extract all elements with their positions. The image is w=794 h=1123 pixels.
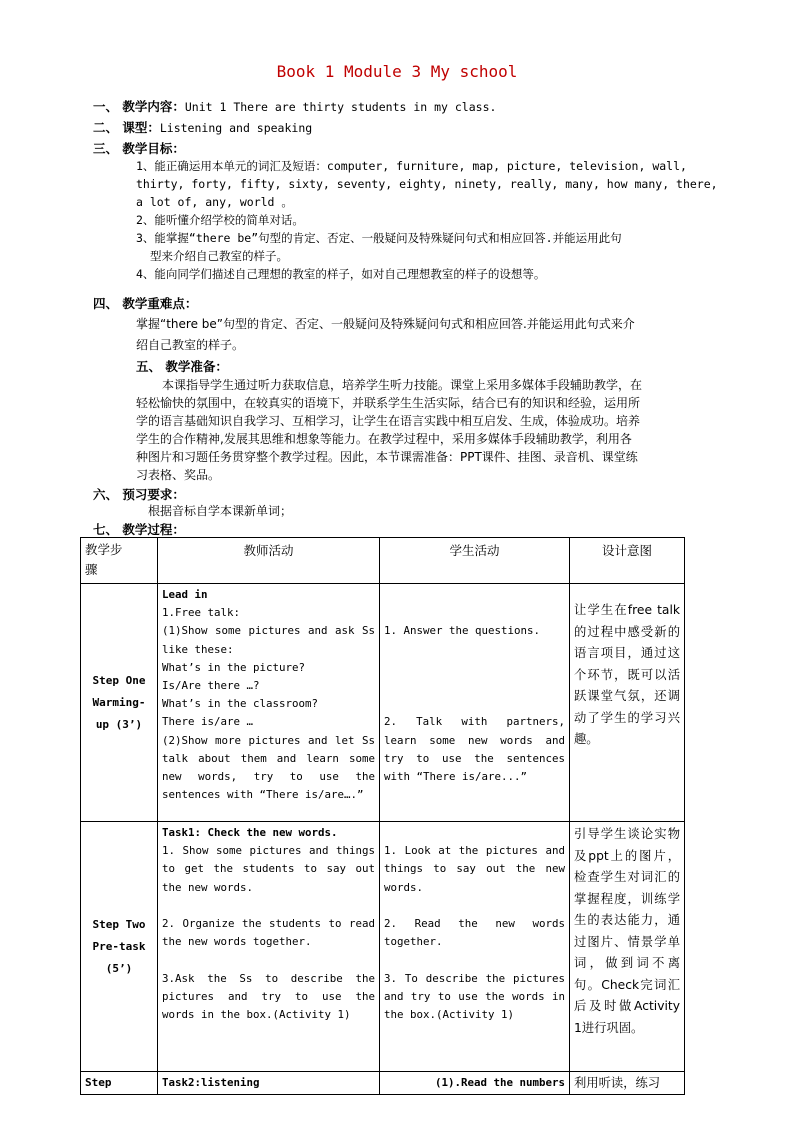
text-line: Is/Are there …? bbox=[162, 679, 260, 693]
section-preparation bbox=[136, 357, 228, 375]
text-line: 本课指导学生通过听力获取信息，培养学生听力技能。课堂上采用多媒体手段辅助教学，在 bbox=[162, 378, 643, 392]
text-line: 2. Organize the students to read the new words together. bbox=[162, 917, 375, 949]
text-line: Lead in bbox=[162, 588, 208, 601]
step-line: Pre-task bbox=[92, 939, 146, 953]
table-row bbox=[81, 822, 685, 1072]
preparation-text bbox=[136, 376, 722, 484]
section-label: 五、 教学准备： bbox=[136, 359, 228, 374]
text-line: 3. To describe the pictures and try to use the words in the box.(Activity 1) bbox=[384, 971, 565, 1021]
section-objectives bbox=[93, 139, 185, 157]
text-line: 1. Show some pictures and things to get the students to say out the new words. bbox=[162, 844, 375, 894]
section-process bbox=[93, 520, 185, 538]
section-label: 七、 教学过程： bbox=[93, 522, 185, 537]
section-label: 一、 教学内容： bbox=[93, 99, 185, 114]
table-row bbox=[81, 584, 685, 822]
section-label: 六、 预习要求： bbox=[93, 487, 185, 502]
section-lesson-type bbox=[93, 118, 312, 136]
section-label: 二、 课型： bbox=[93, 120, 160, 135]
objective-1-cont: a lot of, any, world 。 bbox=[136, 195, 293, 209]
section-text: Unit 1 There are thirty students in my class. bbox=[184, 100, 497, 114]
text-line: 轻松愉快的氛围中，在较真实的语境下，并联系学生生活实际，结合已有的知识和经验，运用所 bbox=[136, 396, 641, 410]
step-line: up (3’) bbox=[95, 717, 143, 731]
step-line: Step One bbox=[92, 673, 146, 687]
preview-text: 根据音标自学本课新单词； bbox=[148, 504, 293, 518]
section-preview bbox=[93, 485, 185, 503]
step-line: Warming- bbox=[92, 695, 146, 709]
text-line: 学的语言基础知识自我学习、互相学习，让学生在语言实践中相互启发、生成，体验成功。培养 bbox=[136, 414, 641, 428]
header-teacher: 教师活动 bbox=[158, 538, 380, 584]
design-intent bbox=[570, 822, 685, 1072]
table-row bbox=[81, 1072, 685, 1095]
text-line: 掌握“there be”句型的肯定、否定、一般疑问及特殊疑问句式和相应回答.并能运用此句式来介 bbox=[136, 317, 635, 331]
design-intent: 利用听读，练习 bbox=[570, 1072, 685, 1095]
text-line: What’s in the classroom? bbox=[162, 697, 319, 711]
objective-1: 1、能正确运用本单元的词汇及短语：computer, furniture, map, picture, television, wall, bbox=[136, 159, 687, 173]
objective-3-cont: 型来介绍自己教室的样子。 bbox=[150, 249, 288, 263]
section-label: 四、 教学重难点： bbox=[93, 296, 198, 311]
text-line: 学生的合作精神,发展其思维和想象等能力。在教学过程中，采用多媒体手段辅助教学，利用各 bbox=[136, 432, 632, 446]
text-line: 习表格、奖品。 bbox=[136, 468, 221, 482]
text-line: 2. Read the new words together. bbox=[384, 916, 565, 949]
student-activity bbox=[380, 584, 570, 822]
text-line: Task1: Check the new words. bbox=[162, 826, 338, 839]
table-header-row bbox=[81, 538, 685, 584]
teacher-activity bbox=[158, 822, 380, 1072]
section-content bbox=[93, 97, 496, 115]
page-title: Book 1 Module 3 My school bbox=[276, 62, 518, 81]
objective-1-cont: thirty, forty, fifty, sixty, seventy, eighty, ninety, really, many, how many, there, bbox=[136, 177, 718, 191]
section-label: 三、 教学目标： bbox=[93, 141, 185, 156]
objective-3: 3、能掌握“there be”句型的肯定、否定、一般疑问及特殊疑问句式和相应回答.并能运用此句 bbox=[136, 231, 622, 245]
step-cell bbox=[81, 584, 158, 822]
key-points-text bbox=[136, 314, 722, 356]
step-line: Step Two bbox=[92, 917, 146, 931]
step-line: (5’) bbox=[105, 961, 133, 975]
header-step: 教学步骤 bbox=[81, 538, 158, 584]
step-cell: Step bbox=[81, 1072, 158, 1095]
student-activity: (1).Read the numbers bbox=[380, 1072, 570, 1095]
teacher-activity: Task2:listening bbox=[158, 1072, 380, 1095]
text-line: 种图片和习题任务贯穿整个教学过程。因此，本节课需准备：PPT课件、挂图、录音机、课堂练 bbox=[136, 450, 638, 464]
text-line: What’s in the picture? bbox=[162, 660, 306, 674]
text-line: 引导学生谈论实物及ppt上的图片，检查学生对词汇的掌握程度，训练学生的表达能力，通过图片、情景学单词，做到词不离句。Check完词汇后及时做Activity 1进行巩固。 bbox=[574, 827, 680, 1035]
text-line: 绍自己教室的样子。 bbox=[136, 338, 245, 352]
text-line: There is/are … bbox=[162, 715, 254, 729]
text-line: 3.Ask the Ss to describe the pictures and try to use the words in the box.(Activity 1) bbox=[162, 971, 375, 1021]
text-line: 2. Talk with partners, learn some new words and try to use the sentences with “There is/are...” bbox=[384, 715, 565, 783]
student-activity bbox=[380, 822, 570, 1072]
objectives-list bbox=[136, 157, 722, 283]
design-intent bbox=[570, 584, 685, 822]
text-line: (1)Show some pictures and ask Ss like these: bbox=[162, 624, 375, 656]
text-line: 1. Look at the pictures and things to say out the new words. bbox=[384, 844, 565, 894]
header-student: 学生活动 bbox=[380, 538, 570, 584]
text-line: 1. Answer the questions. bbox=[384, 624, 541, 638]
section-text: Listening and speaking bbox=[159, 121, 313, 135]
process-table bbox=[80, 537, 685, 1095]
text-line: (2)Show more pictures and let Ss talk about them and learn some new words, try to use the sentences with “There is/are….” bbox=[162, 733, 375, 802]
objective-4: 4、能向同学们描述自己理想的教室的样子，如对自己理想教室的样子的设想等。 bbox=[136, 267, 546, 281]
objective-2: 2、能听懂介绍学校的简单对话。 bbox=[136, 213, 304, 227]
section-key-points bbox=[93, 294, 197, 312]
text-line: 1.Free talk: bbox=[162, 606, 241, 620]
text-line: 让学生在free talk的过程中感受新的语言项目，通过这个环节，既可以活跃课堂气氛，还调动了学生的学习兴趣。 bbox=[574, 603, 680, 746]
header-intent: 设计意图 bbox=[570, 538, 685, 584]
step-cell bbox=[81, 822, 158, 1072]
teacher-activity bbox=[158, 584, 380, 822]
